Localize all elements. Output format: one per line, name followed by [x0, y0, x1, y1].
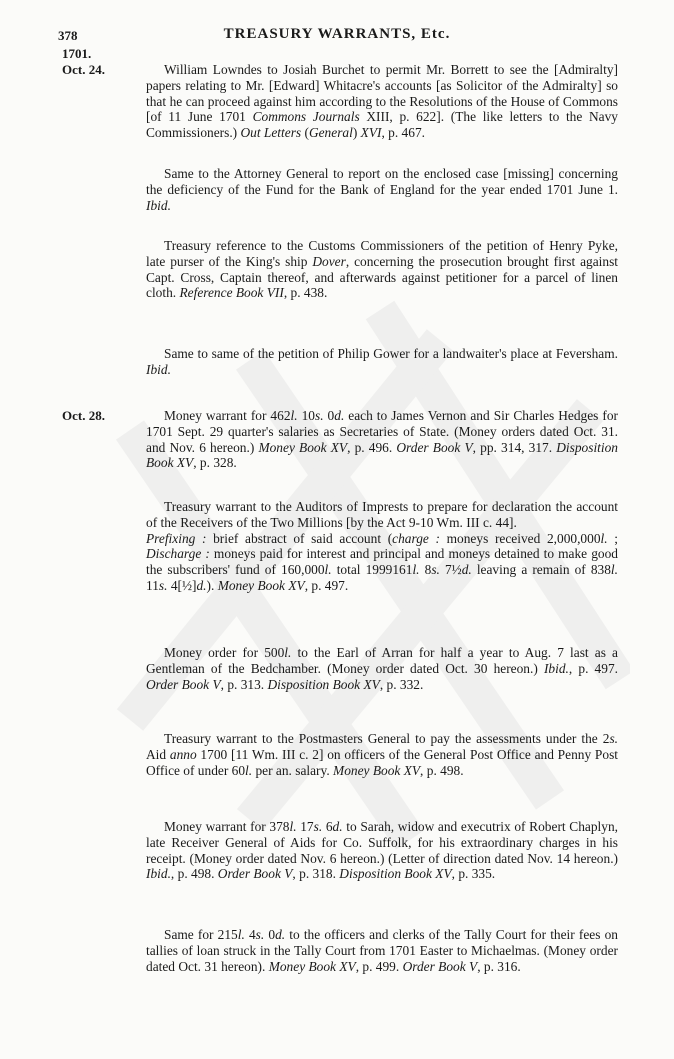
entry-paragraph: [146, 645, 618, 692]
entry-italic: Money Book XV: [333, 762, 421, 778]
entry-text: ): [352, 125, 361, 141]
entry-italic: Ibid.: [146, 866, 171, 882]
entry-sarah-chaplyn: [146, 819, 618, 882]
entry-italic: l.: [600, 530, 608, 546]
entry-text: 8: [419, 562, 432, 578]
entry-italic: Order Book V: [146, 676, 221, 692]
entry-text: Treasury warrant to the Postmasters General to pay the assessments under the 2: [164, 731, 610, 746]
entry-earl-of-arran: [146, 645, 618, 692]
entry-italic: l.: [412, 562, 420, 578]
entry-text: each to James Vernon and Sir Charles Hedges for 1701 Sept. 29 quarter's salaries as Secretaries of State. (Money orders dated Oct. 31. and Nov. 6 hereon.): [146, 408, 618, 455]
entry-text: to the officers and clerks of the Tally Court for their fees on tallies of loan struck in the Tally Court from 1701 Easter to Michaelmas. (Money order dated Oct. 31 hereon).: [146, 927, 618, 974]
entry-paragraph: [146, 819, 618, 882]
entry-italic: d.: [275, 927, 286, 942]
date-oct-28: Oct. 28.: [62, 408, 105, 423]
entry-vernon-hedges: [146, 408, 618, 471]
entry-paragraph: [146, 346, 618, 378]
entry-text: 6: [322, 819, 333, 834]
entry-italic: Dover: [312, 253, 346, 269]
entry-italic: Prefixing :: [146, 530, 207, 546]
entry-italic: d.: [461, 562, 472, 578]
entry-text: moneys received 2,000,000: [439, 530, 601, 546]
entry-text: 17: [296, 819, 314, 834]
entry-text: , p. 328.: [193, 455, 237, 471]
entry-text: leaving a remain of 838: [471, 562, 611, 578]
entry-text: XIII, p. 622]. (The like letters to the Navy Commissioners.): [146, 109, 618, 141]
page-number: 378: [58, 28, 78, 43]
entry-text: Same to same of the petition of Philip Gower for a landwaiter's place at Feversham.: [164, 346, 618, 361]
entry-italic: Order Book V: [217, 866, 293, 882]
entry-italic: Ibid.: [146, 361, 171, 377]
entry-text: (: [301, 125, 309, 141]
entry-italic: d.: [332, 819, 343, 834]
entry-text: per an. salary.: [252, 762, 334, 778]
entry-philip-gower: [146, 346, 618, 378]
entry-italic: Ibid.: [146, 197, 171, 213]
entry-text: , p. 438.: [283, 285, 328, 301]
entry-italic: s.: [431, 562, 440, 578]
entry-paragraph: [146, 927, 618, 974]
entry-text: ).: [206, 577, 218, 593]
year-label: 1701.: [62, 46, 92, 61]
entry-paragraph: [146, 731, 618, 778]
entry-italic: Money Book XV: [217, 577, 305, 593]
entry-text: 1700 [11 Wm. III c. 2] on officers of the General Post Office and Penny Post Office of under 60: [146, 746, 619, 778]
entry-text: , p. 335.: [451, 866, 496, 882]
entry-text: William Lowndes to Josiah Burchet to permit Mr. Borrett to see the [Admiralty] papers relating to Mr. [Edward] Whitacre's accounts [as Solicitor of the Admiralty] so that he can proceed against him according to the Resolutions of the House of Commons [of 11 June 1701: [146, 62, 618, 125]
entry-italic: XVI: [360, 125, 382, 141]
entry-italic: d.: [196, 577, 207, 593]
entry-italic: Order Book V: [402, 958, 478, 974]
entry-henry-pyke: [146, 238, 618, 301]
entry-lowndes-burchet: [146, 62, 618, 141]
entry-italic: l.: [290, 408, 298, 423]
entry-text: 0: [264, 927, 276, 942]
entry-text: 0: [323, 408, 335, 423]
entry-italic: s.: [158, 577, 168, 593]
entry-italic: Order Book V: [396, 439, 473, 455]
entry-italic: Disposition Book XV: [339, 866, 452, 882]
entry-paragraph: [146, 62, 618, 141]
entry-text: , p. 313.: [220, 676, 268, 692]
entry-italic: l.: [245, 762, 253, 778]
entry-text: Aid: [146, 746, 170, 762]
entry-italic: l.: [289, 819, 297, 834]
entry-text: 11: [146, 577, 159, 593]
entry-text: , p. 467.: [381, 125, 425, 141]
entry-paragraph: [146, 238, 618, 301]
entry-text: , p. 332.: [379, 676, 424, 692]
entry-text: Treasury warrant to the Auditors of Imprests to prepare for declaration the account of the Receivers of the Two Millions [by the Act 9-10 Wm. III c. 44].: [146, 499, 618, 530]
entry-italic: Ibid.: [543, 660, 569, 676]
entry-paragraph: [146, 166, 618, 213]
entry-text: Money order for 500: [164, 645, 285, 660]
entry-italic: Money Book XV: [268, 958, 356, 974]
entry-italic: l.: [237, 927, 245, 942]
entry-text: , p. 498.: [170, 866, 218, 882]
entry-text: Treasury reference to the Customs Commissioners of the petition of Henry Pyke, late purser of the King's ship: [146, 238, 618, 269]
entry-text: Money warrant for 462: [164, 408, 291, 423]
entry-italic: s.: [313, 819, 323, 834]
entry-text: , pp. 314, 317.: [472, 439, 557, 455]
entry-text: brief abstract of said account (: [206, 530, 393, 546]
entry-postmasters-general: [146, 731, 618, 778]
entry-text: , concerning the prosecution brought first against Capt. Cross, Captain thereof, and afterwards against petitioner for a parcel of linen cloth.: [146, 253, 618, 301]
entry-two-millions: [146, 499, 618, 594]
entry-italic: General: [308, 125, 353, 141]
entry-tally-court: [146, 927, 618, 974]
entry-italic: l.: [324, 562, 332, 578]
entry-italic: Commons Journals: [252, 109, 360, 125]
entry-text: 7½: [439, 562, 462, 578]
entry-attorney-general: [146, 166, 618, 213]
entry-text: , p. 498.: [420, 762, 464, 778]
entry-italic: charge :: [392, 530, 440, 546]
entry-italic: Disposition Book XV: [267, 676, 380, 692]
entry-paragraph: [146, 499, 618, 531]
entry-italic: s.: [314, 408, 324, 423]
entry-italic: d.: [334, 408, 345, 423]
entry-italic: s.: [609, 731, 618, 746]
running-head: TREASURY WARRANTS, Etc.: [223, 26, 451, 42]
entry-italic: Disposition Book XV: [146, 439, 618, 471]
entry-text: moneys paid for interest and principal and moneys detained to make good the subscribers' fund of 160,000: [146, 546, 618, 578]
entry-italic: Money Book XV: [258, 439, 348, 455]
entry-italic: l.: [610, 562, 618, 578]
entry-italic: Discharge :: [146, 546, 210, 562]
entry-italic: l.: [284, 645, 292, 660]
entry-italic: s.: [255, 927, 265, 942]
entry-text: total 1999161: [331, 562, 413, 578]
entry-text: , p. 316.: [477, 958, 521, 974]
entry-text: ;: [607, 530, 618, 546]
entry-text: 4[½]: [167, 577, 197, 593]
entry-text: , p. 496.: [347, 439, 397, 455]
entry-paragraph: [146, 408, 618, 471]
entry-text: Money warrant for 378: [164, 819, 290, 834]
entry-text: Same to the Attorney General to report on the enclosed case [missing] concerning the deficiency of the Fund for the Bank of England for the year ended 1701 June 1.: [146, 166, 618, 197]
entry-text: Same for 215: [164, 927, 238, 942]
date-oct-24: Oct. 24.: [62, 62, 105, 77]
entry-text: , p. 318.: [292, 866, 340, 882]
entry-text: , p. 497.: [568, 660, 618, 676]
entry-italic: anno: [169, 746, 197, 762]
entry-text: 4: [244, 927, 256, 942]
entry-text: to the Earl of Arran for half a year to Aug. 7 last as a Gentleman of the Bedchamber. (Money order dated Oct. 30 hereon.): [146, 645, 618, 676]
entry-text: , p. 499.: [355, 958, 403, 974]
entry-text: to Sarah, widow and executrix of Robert Chaplyn, late Receiver General of Aids for Co. Suffolk, for his extraordinary charges in his receipt. (Money order dated Nov. 6 hereon.) (Letter of direction dated Nov. 14 hereon.): [146, 819, 618, 866]
entry-subparagraph: [146, 531, 618, 594]
entry-italic: Reference Book VII: [179, 285, 284, 301]
entry-text: , p. 497.: [304, 577, 349, 593]
entry-text: 10: [297, 408, 315, 423]
entry-italic: Out Letters: [240, 125, 302, 141]
